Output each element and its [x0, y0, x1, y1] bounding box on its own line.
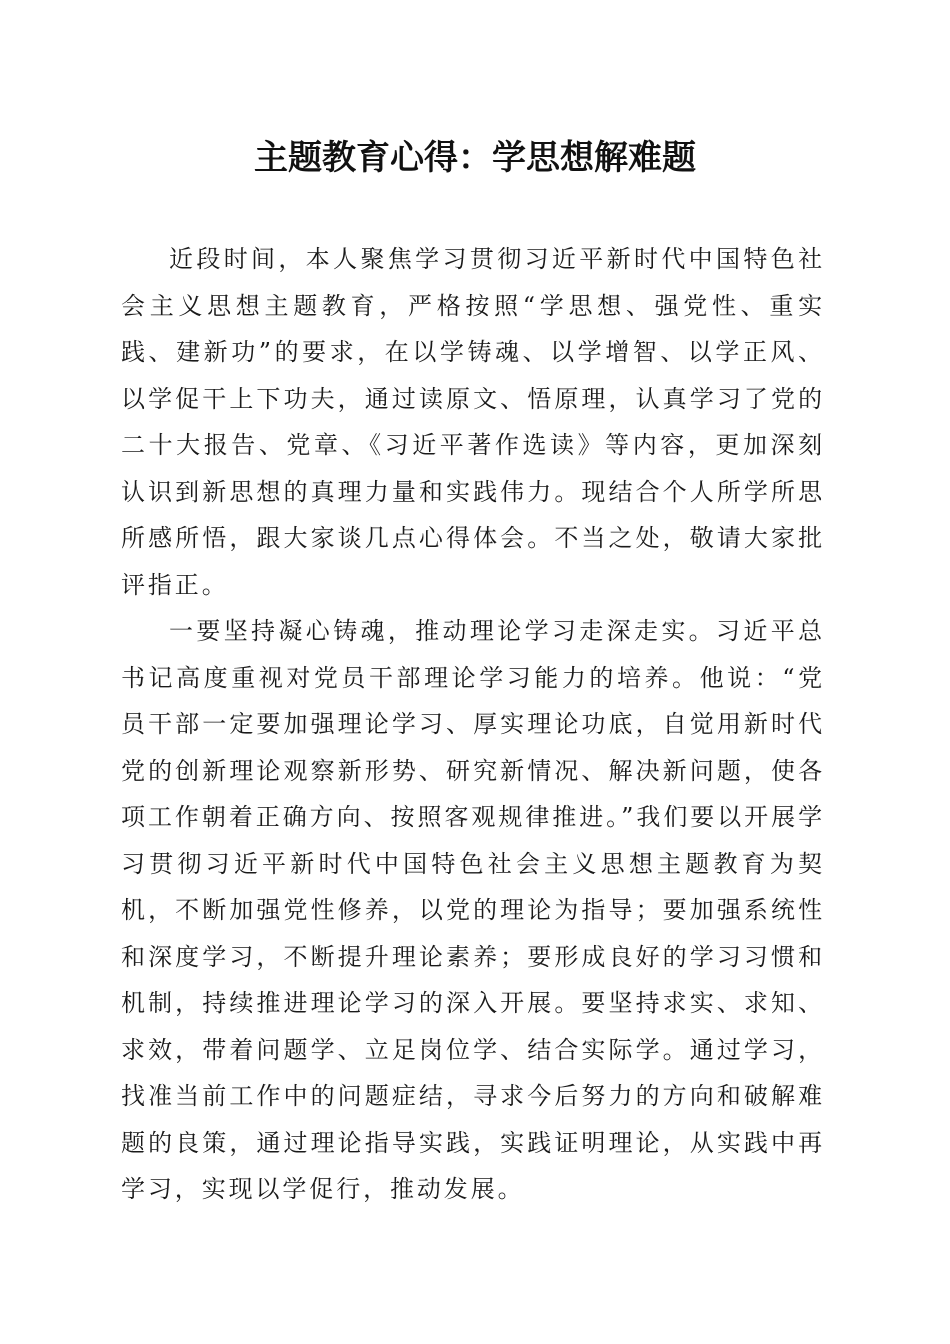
document-body	[121, 236, 825, 1213]
document-title: 主题教育心得：学思想解难题	[254, 138, 696, 178]
paragraph-intro: 近段时间，本人聚焦学习贯彻习近平新时代中国特色社会主义思想主题教育，严格按照“学思想、强党性、重实践、建新功”的要求，在以学铸魂、以学增智、以学正风、以学促干上下功夫，通过读原文、悟原理，认真学习了党的二十大报告、党章、《习近平著作选读》等内容，更加深刻认识到新思想的真理力量和实践伟力。现结合个人所学所思所感所悟，跟大家谈几点心得体会。不当之处，敬请大家批评指正。	[121, 245, 825, 599]
paragraph-point-one: 一要坚持凝心铸魂，推动理论学习走深走实。习近平总书记高度重视对党员干部理论学习能力的培养。他说：“党员干部一定要加强理论学习、厚实理论功底，自觉用新时代党的创新理论观察新形势、研究新情况、解决新问题，使各项工作朝着正确方向、按照客观规律推进。”我们要以开展学习贯彻习近平新时代中国特色社会主义思想主题教育为契机，不断加强党性修养，以党的理论为指导；要加强系统性和深度学习，不断提升理论素养；要形成良好的学习习惯和机制，持续推进理论学习的深入开展。要坚持求实、求知、求效，带着问题学、立足岗位学、结合实际学。通过学习，找准当前工作中的问题症结，寻求今后努力的方向和破解难题的良策，通过理论指导实践，实践证明理论，从实践中再学习，实现以学促行，推动发展。	[121, 617, 825, 1203]
